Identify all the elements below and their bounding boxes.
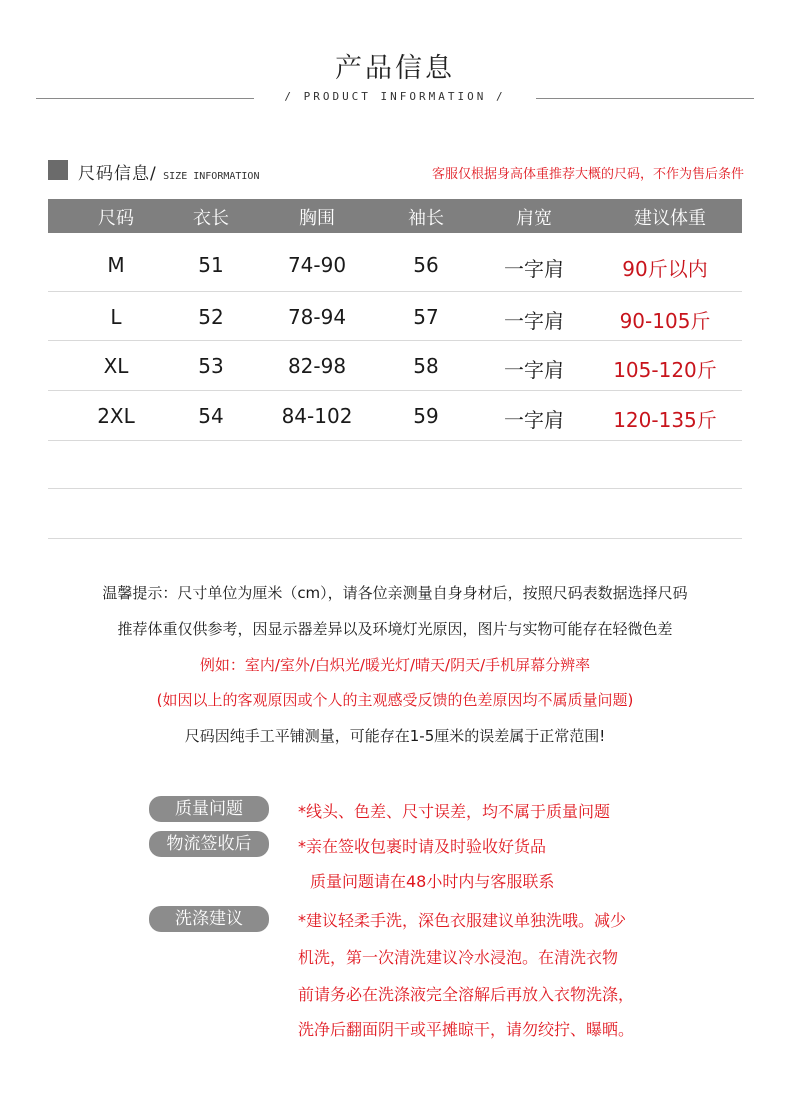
note-line-3: 例如：室内/室外/白炽光/暖光灯/晴天/阴天/手机屏幕分辨率 [199,656,591,674]
table-cell-weight: 90斤以内 [622,257,708,281]
table-cell: 82-98 [287,354,347,378]
table-cell: 52 [198,305,224,329]
page-title: 产品信息 [335,53,455,84]
size-section-title [78,159,259,184]
table-cell: 56 [413,253,439,277]
table-cell-weight: 90-105斤 [619,309,711,333]
header-cell: 建议体重 [634,208,706,229]
table-cell: 58 [413,354,439,378]
table-cell: 一字肩 [504,309,564,333]
row-divider [48,488,742,489]
quality-label-badge: 质量问题 [149,796,269,822]
table-cell: 2XL [97,404,135,428]
table-cell: M [107,253,125,277]
row-divider [48,440,742,441]
table-cell: 一字肩 [504,358,564,382]
table-cell: 78-94 [287,305,347,329]
table-cell: XL [103,354,129,378]
table-cell-weight: 105-120斤 [613,358,717,382]
table-row [48,340,742,390]
wash-text-1: *建议轻柔手洗，深色衣服建议单独洗哦。减少 [298,911,627,930]
table-row [48,233,742,293]
table-cell: 一字肩 [504,408,564,432]
table-cell: 54 [198,404,224,428]
size-note: 客服仅根据身高体重推荐大概的尺码，不作为售后条件 [431,167,744,182]
table-cell: 53 [198,354,224,378]
header-cell: 胸围 [299,208,335,229]
logistics-label-badge: 物流签收后 [149,831,269,857]
table-cell: 84-102 [281,404,353,428]
wash-text-4: 洗净后翻面阴干或平摊晾干，请勿绞拧、曝晒。 [298,1020,635,1039]
table-row [48,390,742,440]
header-cell: 衣长 [193,208,229,229]
table-cell: 59 [413,404,439,428]
wash-label-badge: 洗涤建议 [149,906,269,932]
table-cell-weight: 120-135斤 [613,408,717,432]
table-cell: 57 [413,305,439,329]
header-cell: 尺码 [98,208,134,229]
note-line-1: 温馨提示：尺寸单位为厘米（cm），请各位亲测量自身身材后，按照尺码表数据选择尺码 [102,584,688,602]
size-title-slash: / [150,164,157,184]
size-table-header [48,199,742,233]
header-cell: 肩宽 [516,208,552,229]
table-cell: 51 [198,253,224,277]
logistics-text-2: 质量问题请在48小时内与客服联系 [310,872,555,891]
table-cell: L [110,305,122,329]
size-title-subtitle: SIZE INFORMATION [163,171,260,182]
header-cell: 袖长 [408,208,444,229]
wash-text-2: 机洗，第一次清洗建议冷水浸泡。在清洗衣物 [298,948,619,967]
note-line-2: 推荐体重仅供参考，因显示器差异以及环境灯光原因，图片与实物可能存在轻微色差 [117,620,673,638]
note-line-5: 尺码因纯手工平铺测量，可能存在1-5厘米的误差属于正常范围! [184,727,606,745]
row-divider [48,538,742,539]
table-row [48,291,742,341]
size-title-text: 尺码信息 [78,164,150,184]
page-subtitle: / PRODUCT INFORMATION / [284,90,506,103]
quality-text: *线头、色差、尺寸误差，均不属于质量问题 [298,802,611,821]
wash-text-3: 前请务必在洗涤液完全溶解后再放入衣物洗涤， [298,985,635,1004]
section-square-icon [48,160,68,180]
table-cell: 一字肩 [504,257,564,281]
table-cell: 74-90 [287,253,347,277]
note-line-4: (如因以上的客观原因或个人的主观感受反馈的色差原因均不属质量问题) [156,691,634,709]
logistics-text-1: *亲在签收包裹时请及时验收好货品 [298,837,547,856]
